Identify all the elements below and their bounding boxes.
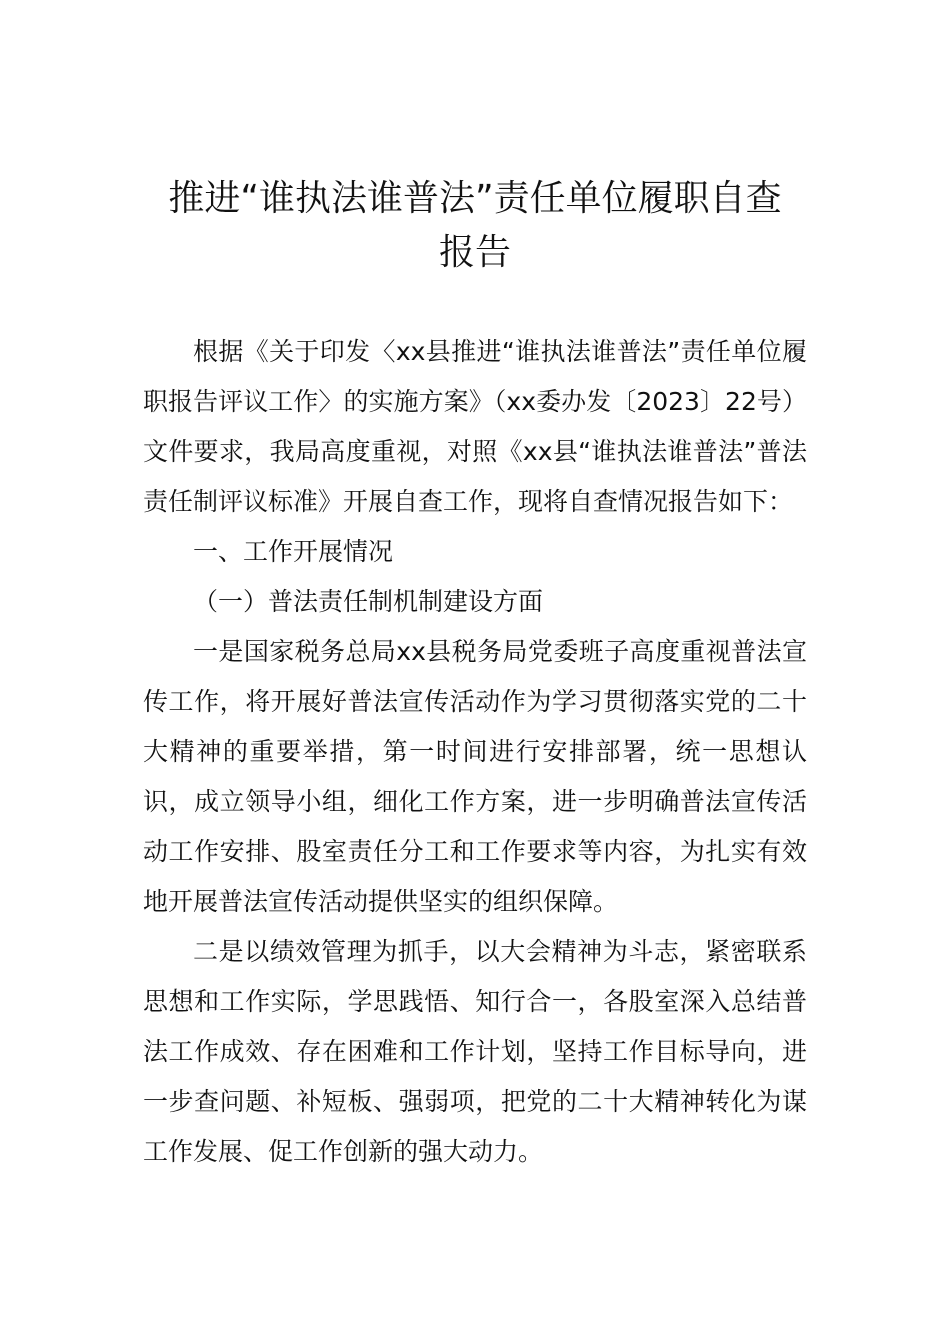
intro-paragraph: 根据《关于印发〈xx县推进“谁执法谁普法”责任单位履职报告评议工作〉的实施方案》（xx委办发〔2023〕22号）文件要求，我局高度重视，对照《xx县“谁执法谁普法”普法责任制评议标准》开展自查工作，现将自查情况报告如下： [143, 337, 807, 516]
title-line-1: 推进“谁执法谁普法”责任单位履职自查 [168, 178, 782, 219]
document-title [140, 172, 810, 280]
section-heading: 一、工作开展情况 [193, 537, 394, 566]
body-paragraph-1: 一是国家税务总局xx县税务局党委班子高度重视普法宣传工作，将开展好普法宣传活动作为学习贯彻落实党的二十大精神的重要举措，第一时间进行安排部署，统一思想认识，成立领导小组，细化工作方案，进一步明确普法宣传活动工作安排、股室责任分工和工作要求等内容，为扎实有效地开展普法宣传活动提供坚实的组织保障。 [143, 637, 807, 916]
title-line-2: 报告 [438, 232, 511, 273]
body-paragraph-2: 二是以绩效管理为抓手，以大会精神为斗志，紧密联系思想和工作实际，学思践悟、知行合一，各股室深入总结普法工作成效、存在困难和工作计划，坚持工作目标导向，进一步查问题、补短板、强弱项，把党的二十大精神转化为谋工作发展、促工作创新的强大动力。 [143, 937, 807, 1166]
subsection-heading: （一）普法责任制机制建设方面 [193, 587, 544, 616]
document-body [143, 327, 807, 1177]
